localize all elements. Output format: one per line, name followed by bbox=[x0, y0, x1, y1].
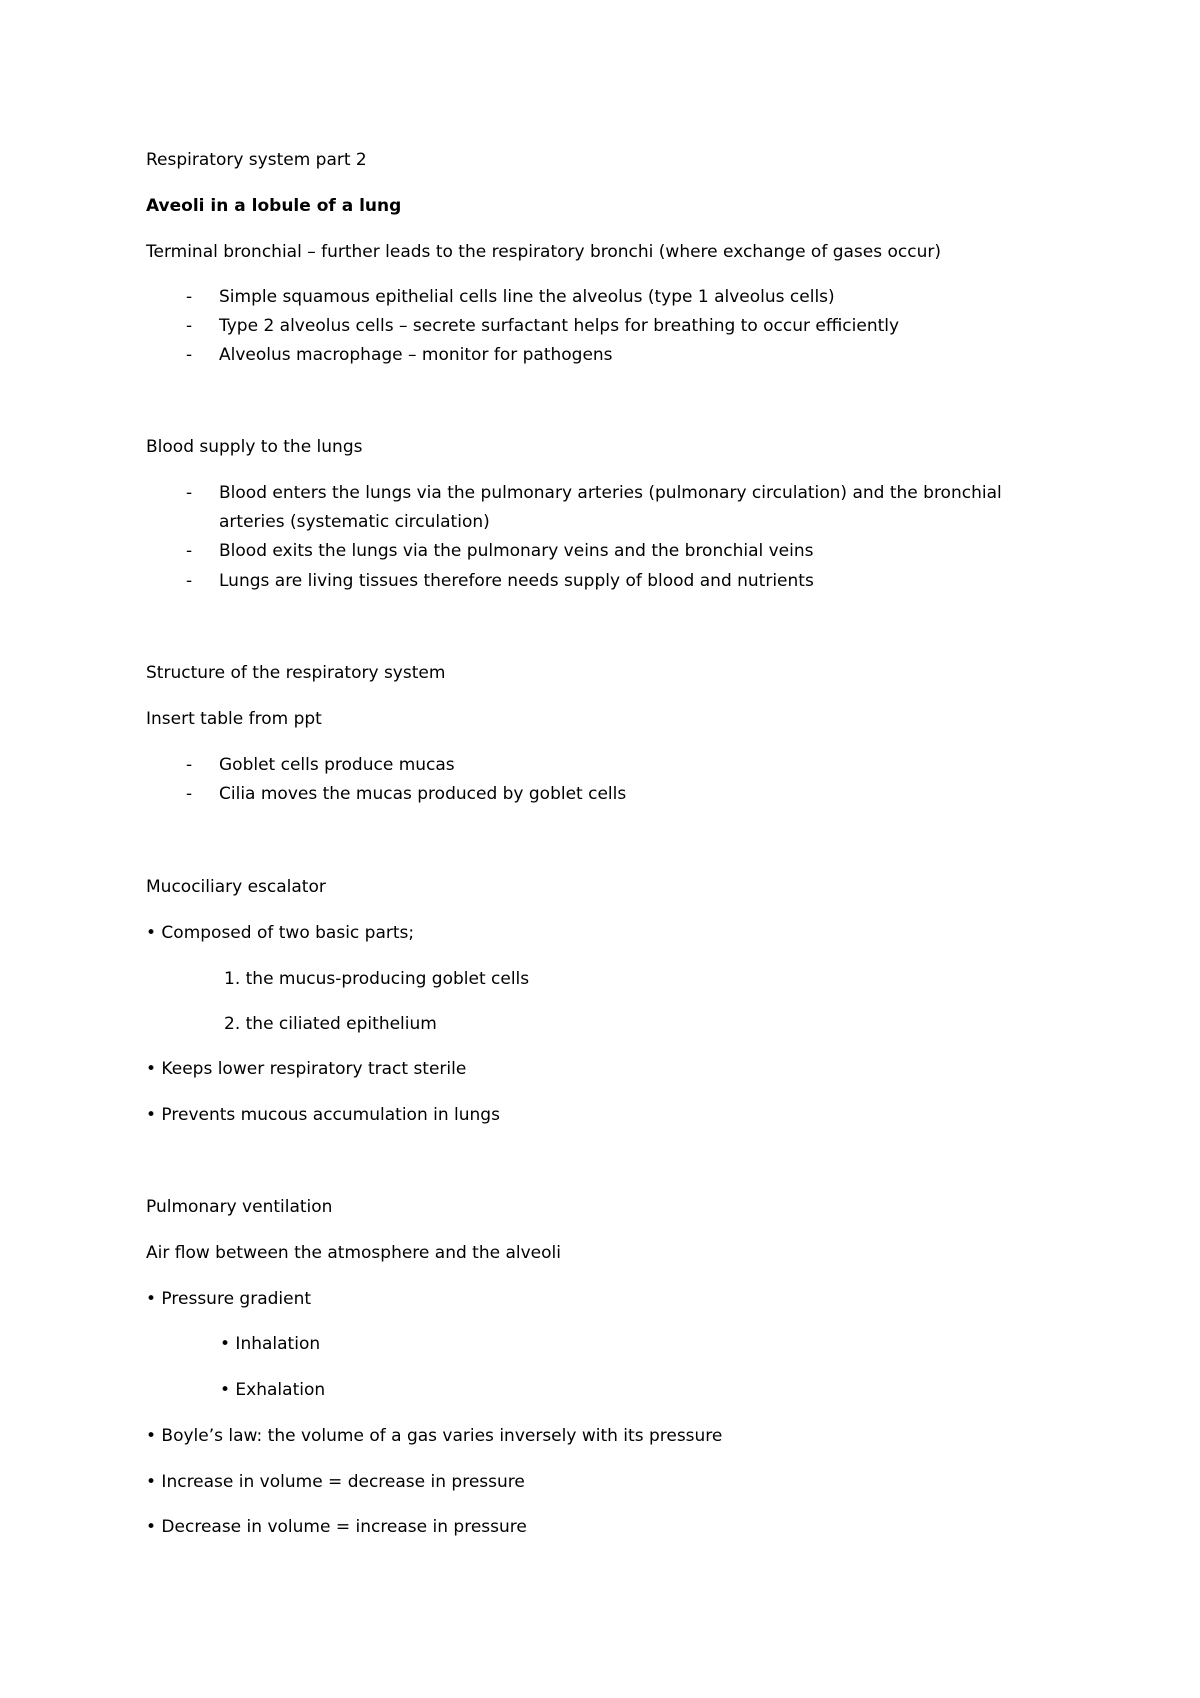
structure-heading: Structure of the respiratory system bbox=[146, 663, 446, 683]
alveoli-intro: Terminal bronchial – further leads to the respiratory bronchi (where exchange of gases occur) bbox=[146, 242, 941, 262]
list-item: Lungs are living tissues therefore needs supply of blood and nutrients bbox=[219, 571, 814, 591]
pulmonary-heading: Pulmonary ventilation bbox=[146, 1197, 333, 1217]
bullet-item: • Pressure gradient bbox=[146, 1289, 312, 1309]
list-dash: - bbox=[186, 784, 193, 804]
sub-bullet-item: • Exhalation bbox=[220, 1380, 326, 1400]
bullet-item: • Composed of two basic parts; bbox=[146, 923, 415, 943]
list-dash: - bbox=[186, 541, 193, 561]
bullet-item: • Increase in volume = decrease in pressure bbox=[146, 1472, 525, 1492]
list-item: Alveolus macrophage – monitor for pathogens bbox=[219, 345, 613, 365]
numbered-item: 2. the ciliated epithelium bbox=[224, 1014, 437, 1034]
list-item: Blood exits the lungs via the pulmonary veins and the bronchial veins bbox=[219, 541, 814, 561]
numbered-item: 1. the mucus-producing goblet cells bbox=[224, 969, 530, 989]
bullet-item: • Boyle’s law: the volume of a gas varies inversely with its pressure bbox=[146, 1426, 723, 1446]
sub-bullet-item: • Inhalation bbox=[220, 1334, 321, 1354]
list-item: Goblet cells produce mucas bbox=[219, 755, 455, 775]
document-title: Respiratory system part 2 bbox=[146, 150, 367, 170]
list-dash: - bbox=[186, 287, 193, 307]
list-dash: - bbox=[186, 483, 193, 503]
list-dash: - bbox=[186, 571, 193, 591]
mucociliary-heading: Mucociliary escalator bbox=[146, 877, 326, 897]
list-item: Type 2 alveolus cells – secrete surfactant helps for breathing to occur efficiently bbox=[219, 316, 900, 336]
alveoli-heading: Aveoli in a lobule of a lung bbox=[146, 196, 402, 216]
bullet-item: • Keeps lower respiratory tract sterile bbox=[146, 1059, 467, 1079]
list-item: Blood enters the lungs via the pulmonary arteries (pulmonary circulation) and the bronchial bbox=[219, 483, 1002, 503]
list-dash: - bbox=[186, 316, 193, 336]
list-item: Cilia moves the mucas produced by goblet cells bbox=[219, 784, 627, 804]
bullet-item: • Prevents mucous accumulation in lungs bbox=[146, 1105, 500, 1125]
list-dash: - bbox=[186, 755, 193, 775]
bullet-item: • Decrease in volume = increase in pressure bbox=[146, 1517, 527, 1537]
pulmonary-intro: Air flow between the atmosphere and the alveoli bbox=[146, 1243, 561, 1263]
list-dash: - bbox=[186, 345, 193, 365]
list-item: Simple squamous epithelial cells line the alveolus (type 1 alveolus cells) bbox=[219, 287, 835, 307]
structure-note: Insert table from ppt bbox=[146, 709, 322, 729]
blood-heading: Blood supply to the lungs bbox=[146, 437, 363, 457]
list-item-continuation: arteries (systematic circulation) bbox=[219, 512, 490, 532]
